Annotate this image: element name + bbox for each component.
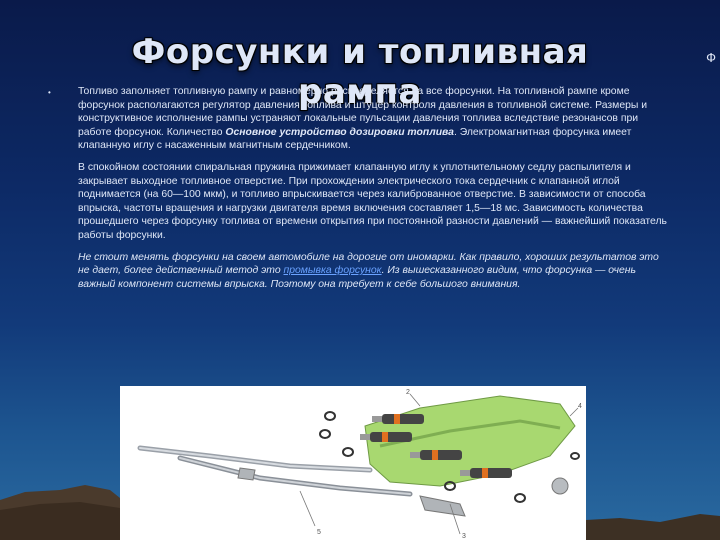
paragraph-3-text: Не стоит менять форсунки на своем автомобиле на дорогие от иномарки. Как правило, хороших результатов это не дает, более действенный метод это: [78, 251, 659, 277]
callout-label-3: 3: [462, 533, 466, 540]
paragraph-1-text: Топливо заполняет топливную рампу и равномерно распределяется на все форсунки. На топливной рампе кроме форсунок располагаются регулятор давления топлива и штуцер контроля давления в топливной системе. Размеры и конструктивное исполнение рампы устраняют локальные пульсации давления топлива вследствие резонансов при работе форсунок. Количество: [78, 86, 648, 138]
paragraph-1-tail: . Электромагнитная форсунка имеет клапанную иглу с насаженным магнитным сердечником.: [78, 126, 632, 152]
fuel-rail-illustration: [120, 386, 586, 540]
slide-title: Форсунки и топливная рампа: [131, 32, 589, 112]
paragraph-1: [78, 85, 668, 153]
paragraph-3-tail: . Из вышесказанного видим, что форсунка — очень важный компонент системы впрыска. Поэтому она требует к себе большого внимания.: [78, 265, 636, 290]
injector-flush-link[interactable]: промывка форсунок: [283, 265, 382, 277]
body-text: [78, 85, 668, 299]
bullet-marker: •: [48, 88, 51, 97]
callout-label-4: 4: [578, 403, 582, 410]
fuel-rail-drawing: [120, 386, 586, 540]
callout-label-5: 5: [317, 529, 321, 536]
cut-off-next-slide-char: Ф: [706, 50, 716, 65]
paragraph-1-emphasis: Основное устройство дозировки топлива: [225, 126, 454, 138]
callout-label-2: 2: [406, 389, 410, 396]
paragraph-3: [78, 251, 668, 292]
paragraph-2: В спокойном состоянии спиральная пружина прижимает клапанную иглу к уплотнительному седлу распылителя и закрывает выходное топливное отверстие. При прохождении электрического тока сердечник с клапанной иглой поднимается (на 60—100 мкм), и топливо впрыскивается через калиброванное отверстие. В зависимости от способа впрыска, частоты вращения и нагрузки двигателя время включения составляет 1,5—18 мс. Зависимость количества прошедшего через форсунку топлива от времени открытия при постоянной разности давлений — важнейший показатель работы форсунки.: [78, 161, 667, 241]
